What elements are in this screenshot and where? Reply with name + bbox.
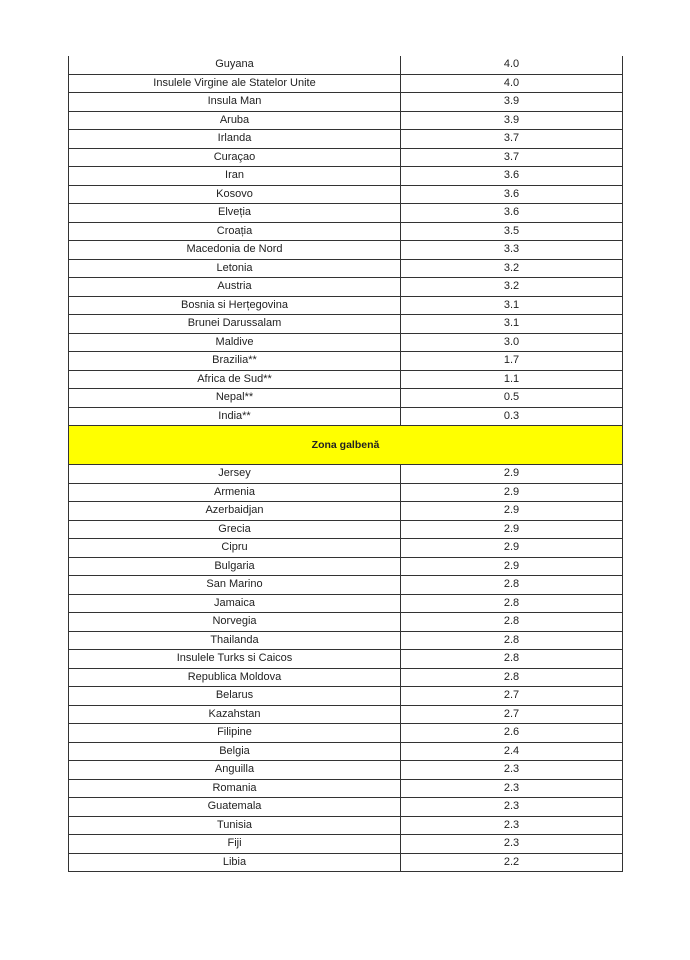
country-cell: Belarus [69,687,401,706]
value-cell: 2.3 [401,798,623,817]
table-row [69,93,623,112]
table-row [69,539,623,558]
country-cell: Africa de Sud** [69,370,401,389]
country-cell: Maldive [69,333,401,352]
table-row [69,74,623,93]
country-cell: Croația [69,222,401,241]
country-cell: Irlanda [69,130,401,149]
country-cell: Insulele Virgine ale Statelor Unite [69,74,401,93]
table-row [69,241,623,260]
table-row [69,742,623,761]
country-cell: Brunei Darussalam [69,315,401,334]
table-row [69,167,623,186]
country-cell: Grecia [69,520,401,539]
table-row [69,483,623,502]
value-cell: 2.3 [401,835,623,854]
value-cell: 2.6 [401,724,623,743]
table-row [69,370,623,389]
country-cell: India** [69,407,401,426]
value-cell: 3.5 [401,222,623,241]
country-cell: Thailanda [69,631,401,650]
table-row [69,705,623,724]
country-cell: Armenia [69,483,401,502]
country-cell: Iran [69,167,401,186]
country-cell: Curaçao [69,148,401,167]
table-row [69,631,623,650]
value-cell: 2.9 [401,483,623,502]
value-cell: 2.3 [401,761,623,780]
value-cell: 3.6 [401,185,623,204]
country-cell: Elveția [69,204,401,223]
table-row [69,56,623,74]
table-row [69,148,623,167]
country-cell: Norvegia [69,613,401,632]
value-cell: 2.9 [401,539,623,558]
table-row [69,130,623,149]
country-cell: Anguilla [69,761,401,780]
country-cell: Libia [69,853,401,872]
value-cell: 2.4 [401,742,623,761]
value-cell: 0.3 [401,407,623,426]
table-row [69,613,623,632]
zone-label: Zona galbenă [69,426,623,465]
table-row [69,724,623,743]
value-cell: 4.0 [401,56,623,74]
country-cell: Cipru [69,539,401,558]
countries-table [68,56,623,872]
country-cell: Insulele Turks si Caicos [69,650,401,669]
country-cell: Azerbaidjan [69,502,401,521]
country-cell: Jamaica [69,594,401,613]
country-cell: Brazilia** [69,352,401,371]
table-row [69,557,623,576]
country-cell: Insula Man [69,93,401,112]
value-cell: 1.1 [401,370,623,389]
table-row [69,668,623,687]
value-cell: 3.2 [401,259,623,278]
table-row [69,835,623,854]
value-cell: 2.9 [401,520,623,539]
country-cell: Letonia [69,259,401,278]
table-row [69,278,623,297]
value-cell: 2.8 [401,631,623,650]
table-row [69,576,623,595]
country-cell: Filipine [69,724,401,743]
value-cell: 3.0 [401,333,623,352]
country-cell: Kosovo [69,185,401,204]
zone-header-row [69,426,623,465]
table-row [69,407,623,426]
value-cell: 2.9 [401,465,623,484]
country-cell: Austria [69,278,401,297]
value-cell: 2.8 [401,668,623,687]
value-cell: 2.3 [401,779,623,798]
table-row [69,520,623,539]
value-cell: 2.2 [401,853,623,872]
table-row [69,204,623,223]
table-row [69,650,623,669]
value-cell: 3.6 [401,167,623,186]
country-cell: Nepal** [69,389,401,408]
country-cell: Tunisia [69,816,401,835]
country-cell: Jersey [69,465,401,484]
table-row [69,761,623,780]
table-row [69,389,623,408]
country-cell: Kazahstan [69,705,401,724]
table-row [69,259,623,278]
country-cell: Belgia [69,742,401,761]
country-cell: Aruba [69,111,401,130]
value-cell: 0.5 [401,389,623,408]
country-cell: Republica Moldova [69,668,401,687]
value-cell: 3.6 [401,204,623,223]
table-row [69,333,623,352]
country-cell: San Marino [69,576,401,595]
value-cell: 2.7 [401,687,623,706]
table-row [69,687,623,706]
table-row [69,315,623,334]
table-row [69,853,623,872]
country-cell: Bulgaria [69,557,401,576]
table-row [69,352,623,371]
value-cell: 2.9 [401,557,623,576]
value-cell: 2.8 [401,576,623,595]
value-cell: 3.1 [401,296,623,315]
table-row [69,111,623,130]
table-row [69,798,623,817]
value-cell: 3.9 [401,111,623,130]
country-cell: Macedonia de Nord [69,241,401,260]
table-row [69,594,623,613]
country-cell: Guyana [69,56,401,74]
value-cell: 3.1 [401,315,623,334]
value-cell: 3.2 [401,278,623,297]
value-cell: 3.7 [401,130,623,149]
value-cell: 2.7 [401,705,623,724]
table-row [69,222,623,241]
value-cell: 2.8 [401,650,623,669]
table-row [69,296,623,315]
country-cell: Fiji [69,835,401,854]
table-row [69,816,623,835]
table-row [69,779,623,798]
value-cell: 2.9 [401,502,623,521]
value-cell: 3.7 [401,148,623,167]
value-cell: 2.8 [401,613,623,632]
country-cell: Guatemala [69,798,401,817]
value-cell: 4.0 [401,74,623,93]
value-cell: 2.8 [401,594,623,613]
country-cell: Bosnia si Herțegovina [69,296,401,315]
table-row [69,502,623,521]
value-cell: 3.3 [401,241,623,260]
table-row [69,465,623,484]
table-row [69,185,623,204]
value-cell: 2.3 [401,816,623,835]
value-cell: 1.7 [401,352,623,371]
value-cell: 3.9 [401,93,623,112]
country-cell: Romania [69,779,401,798]
